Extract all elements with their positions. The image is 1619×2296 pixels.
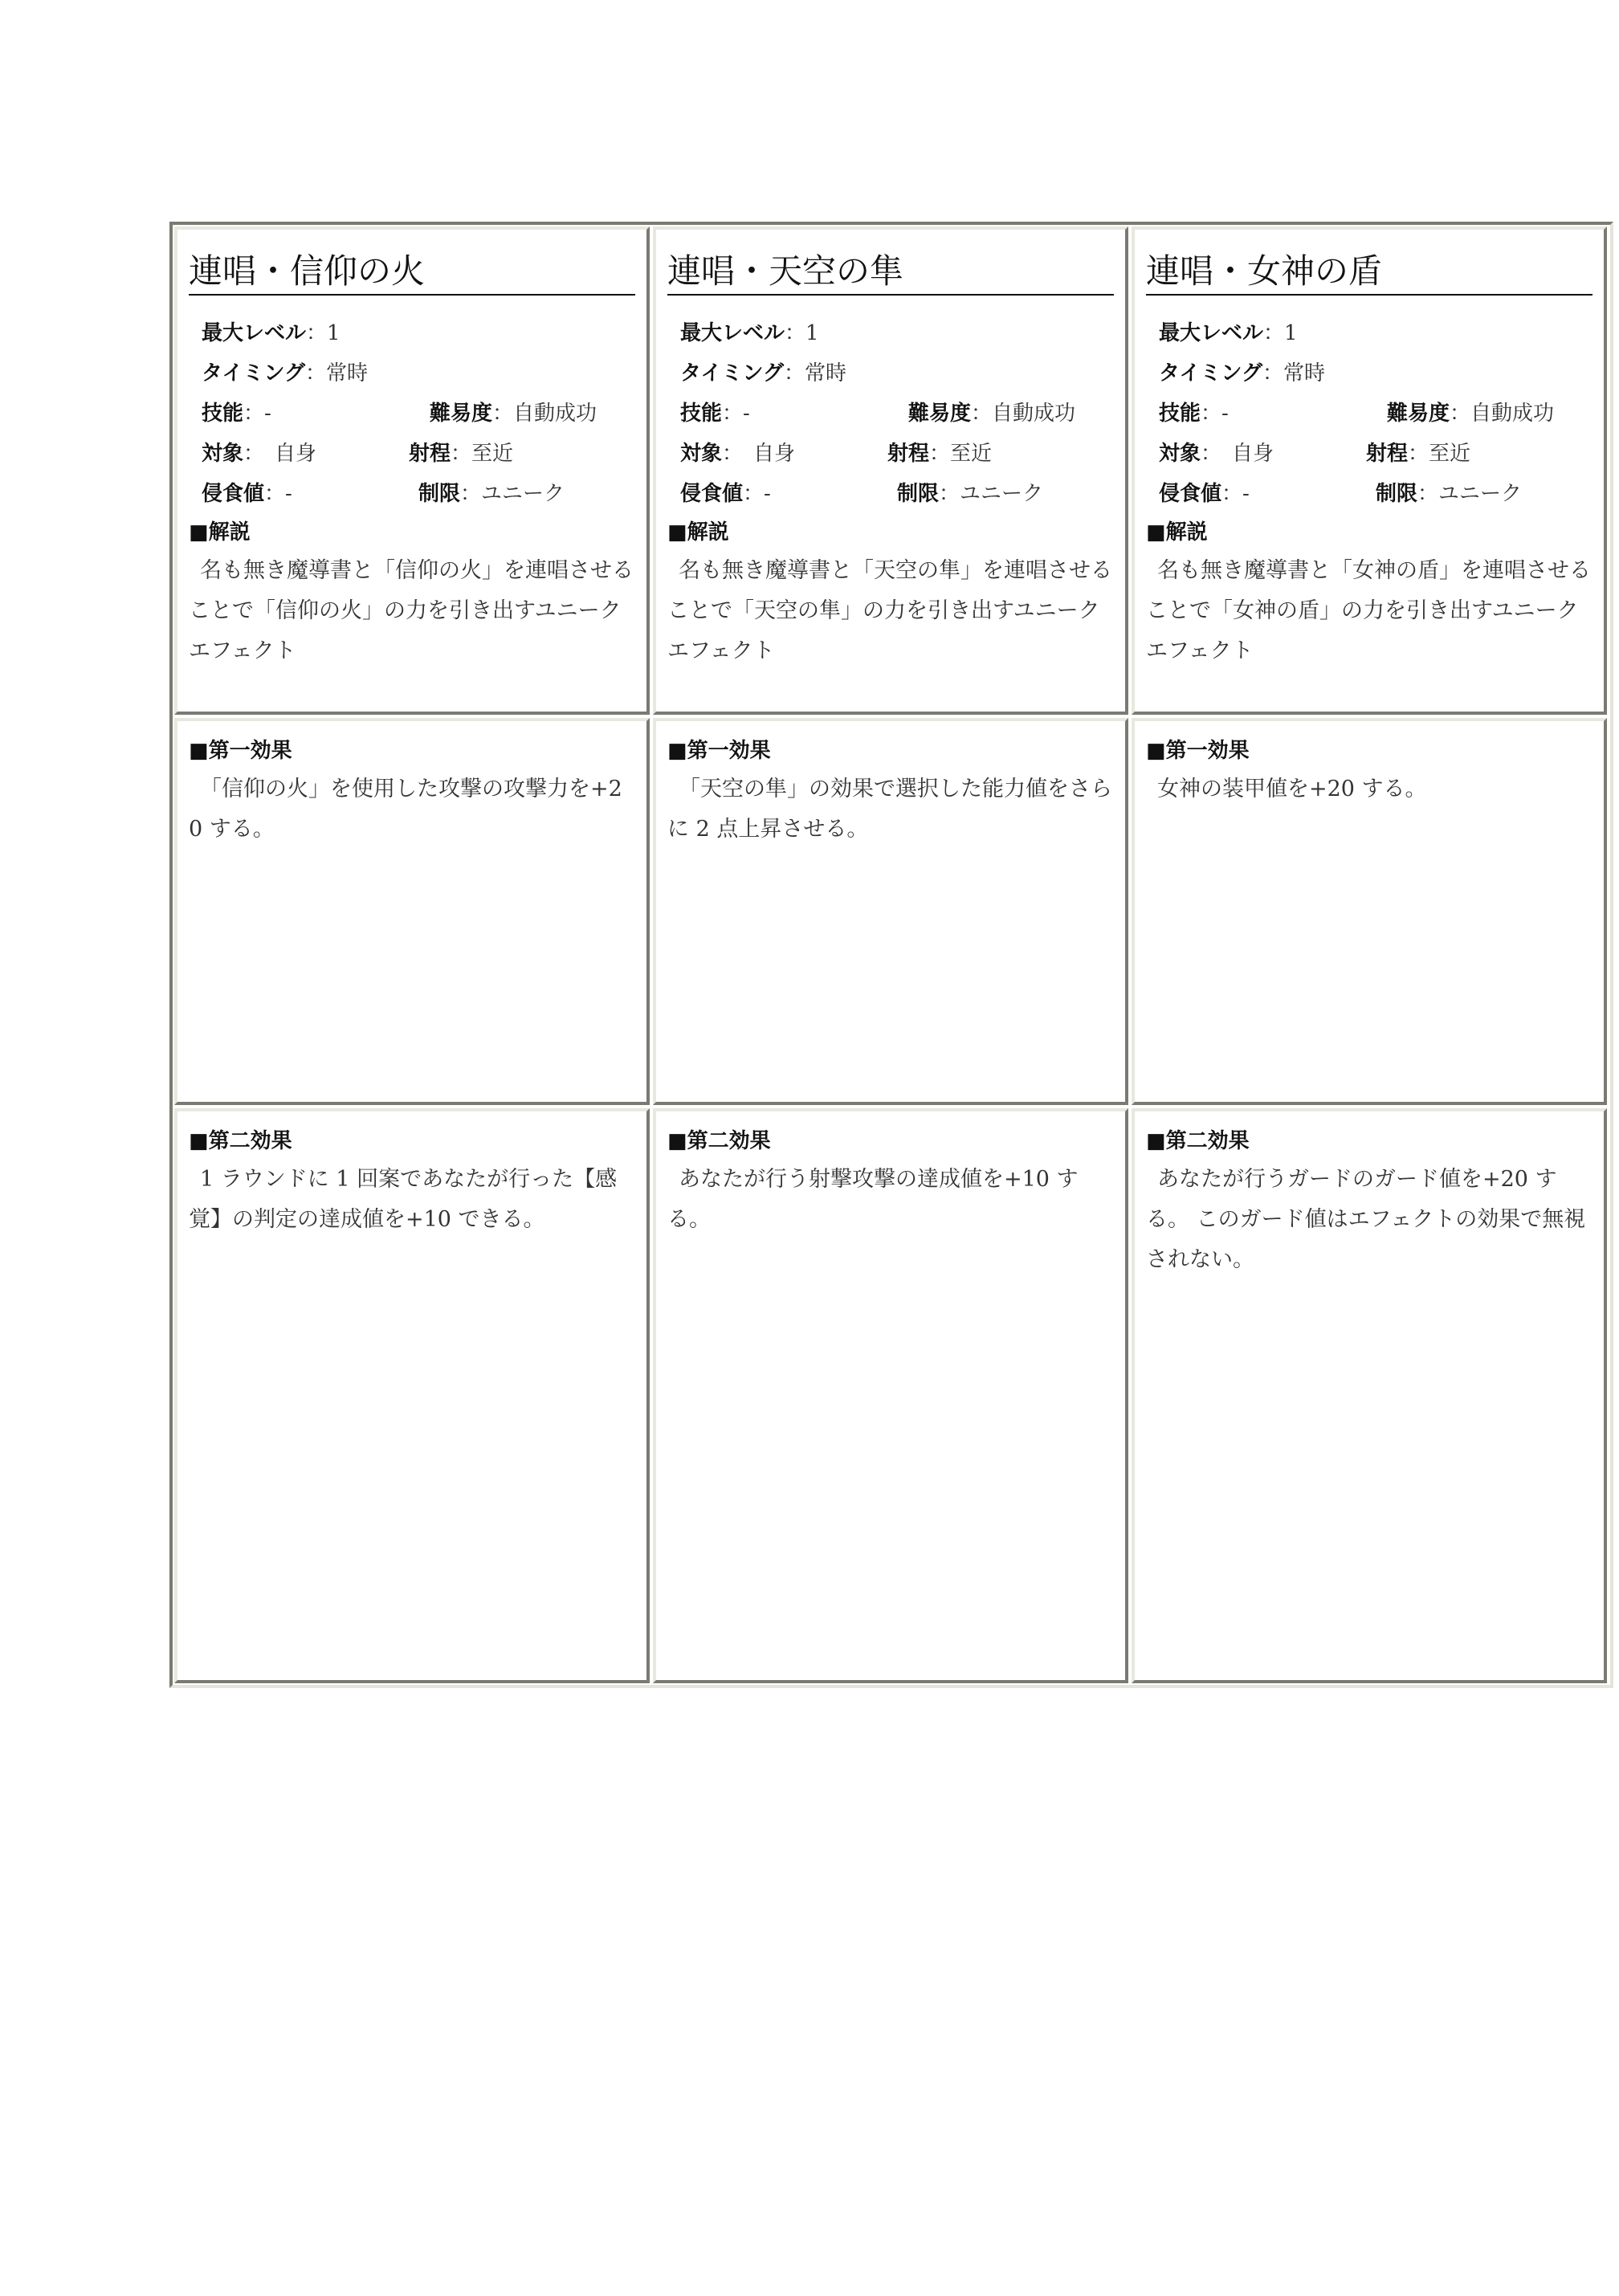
stat-erosion-limit: 侵食値：- 制限：ユニーク xyxy=(680,482,1044,506)
explanation-heading: ■解説 xyxy=(189,520,251,544)
effect1-heading: ■第一効果 xyxy=(189,739,292,763)
explanation-text: 名も無き魔導書と「天空の隼」を連唱させることで「天空の隼」の力を引き出すユニークエフェクト xyxy=(667,558,1112,663)
stat-max-level: 最大レベル：1 xyxy=(202,321,341,345)
effect2-cell xyxy=(1132,1108,1607,1683)
stat-max-level: 最大レベル：1 xyxy=(680,321,819,345)
effect2-heading: ■第二効果 xyxy=(667,1129,771,1153)
stat-target-range: 対象： 自身 射程：至近 xyxy=(1159,442,1471,466)
stat-skill-difficulty: 技能：- 難易度：自動成功 xyxy=(202,402,597,426)
explanation-heading: ■解説 xyxy=(667,520,729,544)
stat-timing: タイミング：常時 xyxy=(680,361,846,385)
stat-skill-difficulty: 技能：- 難易度：自動成功 xyxy=(680,402,1076,426)
stat-timing: タイミング：常時 xyxy=(1159,361,1325,385)
effect1-cell xyxy=(653,718,1128,1105)
effect1-text: 「天空の隼」の効果で選択した能力値をさらに 2 点上昇させる。 xyxy=(667,777,1112,842)
effect2-cell xyxy=(174,1108,650,1683)
explanation-heading: ■解説 xyxy=(1146,520,1208,544)
stat-timing: タイミング：常時 xyxy=(202,361,368,385)
effect1-heading: ■第一効果 xyxy=(667,739,771,763)
effect1-cell xyxy=(174,718,650,1105)
card-title: 連唱・女神の盾 xyxy=(1146,251,1592,296)
explanation-text: 名も無き魔導書と「信仰の火」を連唱させることで「信仰の火」の力を引き出すユニークエフェクト xyxy=(189,558,634,663)
effect1-text: 女神の装甲値を+20 する。 xyxy=(1157,777,1427,801)
effect2-heading: ■第二効果 xyxy=(189,1129,292,1153)
card-header-cell xyxy=(174,226,650,715)
effect2-cell xyxy=(653,1108,1128,1683)
stat-erosion-limit: 侵食値：- 制限：ユニーク xyxy=(1159,482,1523,506)
stat-erosion-limit: 侵食値：- 制限：ユニーク xyxy=(202,482,565,506)
effect1-cell xyxy=(1132,718,1607,1105)
card-title: 連唱・信仰の火 xyxy=(189,251,635,296)
effect2-text: あなたが行う射撃攻撃の達成値を+10 する。 xyxy=(667,1167,1079,1232)
stat-skill-difficulty: 技能：- 難易度：自動成功 xyxy=(1159,402,1555,426)
explanation-text: 名も無き魔導書と「女神の盾」を連唱させることで「女神の盾」の力を引き出すユニークエフェクト xyxy=(1146,558,1591,663)
card-header-cell xyxy=(1132,226,1607,715)
card-header-cell xyxy=(653,226,1128,715)
stat-max-level: 最大レベル：1 xyxy=(1159,321,1298,345)
effect2-heading: ■第二効果 xyxy=(1146,1129,1250,1153)
effects-table xyxy=(169,222,1613,1688)
effect1-heading: ■第一効果 xyxy=(1146,739,1250,763)
stat-target-range: 対象： 自身 射程：至近 xyxy=(680,442,993,466)
effect2-text: あなたが行うガードのガード値を+20 する。 このガード値はエフェクトの効果で無視されない。 xyxy=(1146,1167,1586,1272)
effect2-text: 1 ラウンドに 1 回案であなたが行った【感覚】の判定の達成値を+10 できる。 xyxy=(189,1167,618,1232)
effect1-text: 「信仰の火」を使用した攻撃の攻撃力を+20 する。 xyxy=(189,777,622,842)
card-title: 連唱・天空の隼 xyxy=(667,251,1114,296)
stat-target-range: 対象： 自身 射程：至近 xyxy=(202,442,514,466)
